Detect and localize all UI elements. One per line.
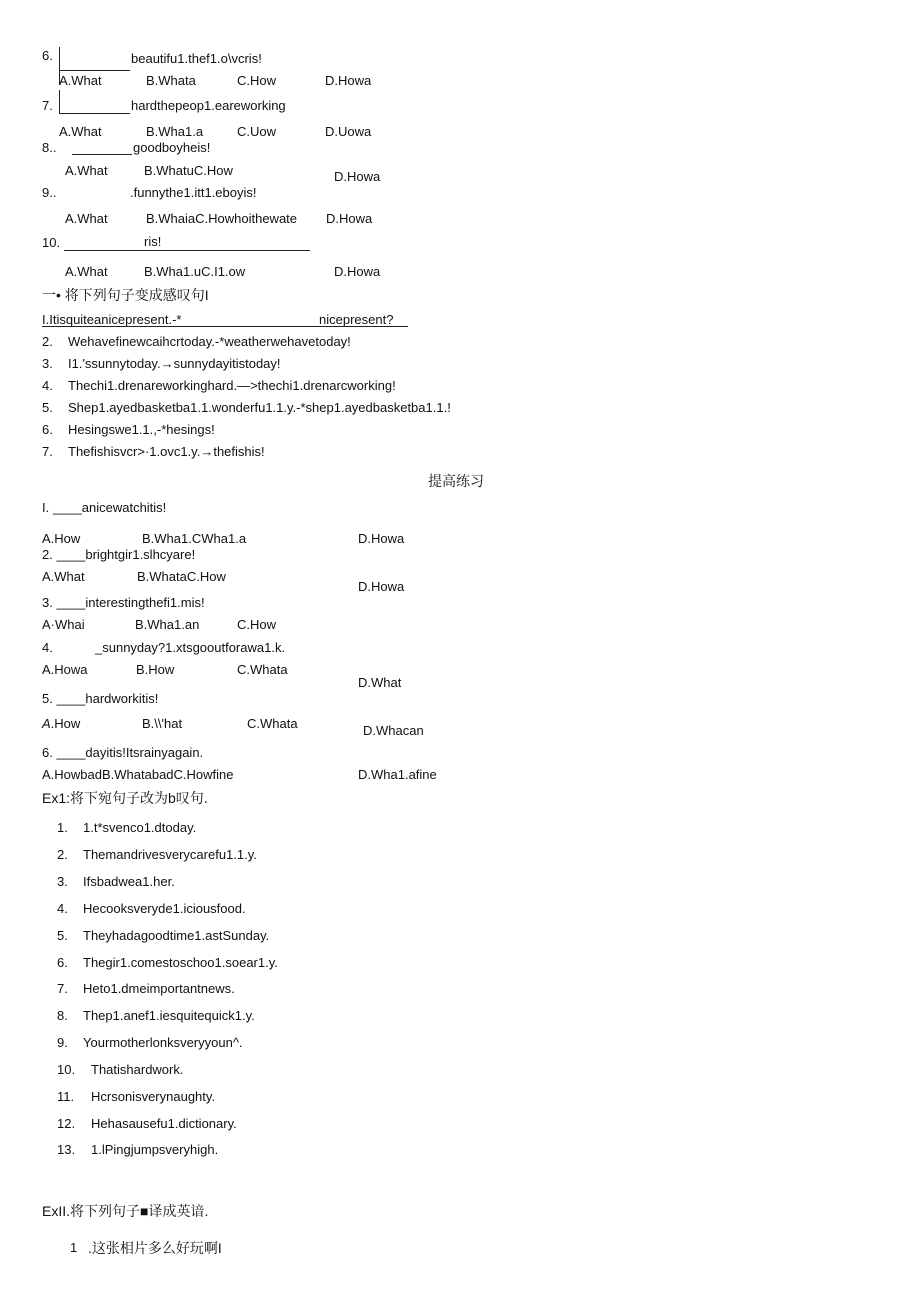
ex1-item11-number: 11. <box>57 1089 75 1104</box>
section1-title: 一• 将下列句子变成感叹句I <box>42 287 209 303</box>
ex1-item4-text: Hecooksveryde1.iciousfood. <box>83 901 246 916</box>
practice5-option-a <box>42 716 80 732</box>
practice5-option-c: C.Whata <box>247 716 298 731</box>
practice5-option-b: B.\\'hat <box>142 716 183 731</box>
practice1-option-a: A.How <box>42 531 81 546</box>
ex1-item2-text: Themandrivesverycarefu1.1.y. <box>83 847 257 862</box>
practice4-option-c: C.Whata <box>237 662 288 677</box>
practice1-question: I. ____anicewatchitis! <box>42 500 167 515</box>
q6-text: beautifu1.thef1.o\vcris! <box>131 51 262 66</box>
ex2-item1-text: .这张相片多么好玩啊I <box>88 1240 222 1256</box>
section1-item7-number: 7. <box>42 444 53 459</box>
q10-number: 10. <box>42 235 61 250</box>
practice1-option-d: D.Howa <box>358 531 405 546</box>
ex1-item9-text: Yourmotherlonksveryyoun^. <box>83 1035 243 1050</box>
section1-item6-text: Hesingswe1.1.,-*hesings! <box>68 422 215 437</box>
practice1-option-bc: B.Wha1.CWha1.a <box>142 531 247 546</box>
q6-option-a: A.What <box>59 73 102 88</box>
practice4-option-d: D.What <box>358 675 402 690</box>
q7-option-c: C.Uow <box>237 124 277 139</box>
practice3-question: 3. ____interestingthefi1.mis! <box>42 595 205 610</box>
q10-option-d: D.Howa <box>334 264 381 279</box>
practice4-number: 4. <box>42 640 53 655</box>
q6-option-d: D.Howa <box>325 73 372 88</box>
practice6-option-abc: A.HowbadB.WhatabadC.Howfine <box>42 767 234 782</box>
section1-item3-text: I1.'ssunnytoday.→sunnydayitistoday! <box>68 356 281 371</box>
q8-option-bc: B.WhatuC.How <box>144 163 233 178</box>
q8-option-d: D.Howa <box>334 169 381 184</box>
q9-option-bc: B.WhaiaC.Howhoithewate <box>146 211 298 226</box>
q7-blank <box>60 113 130 114</box>
ex1-item1-number: 1. <box>57 820 68 835</box>
ex1-item3-text: Ifsbadwea1.her. <box>83 874 175 889</box>
section1-item1-answer: nicepresent? <box>319 312 394 327</box>
section1-item1-prompt: I.Itisquiteanicepresent.-* <box>42 312 182 327</box>
q6-option-c: C.How <box>237 73 277 88</box>
q7-number: 7. <box>42 98 53 113</box>
q7-bracket-line <box>59 90 60 114</box>
ex1-item7-text: Heto1.dmeimportantnews. <box>83 981 235 996</box>
q9-option-d: D.Howa <box>326 211 373 226</box>
ex2-title: ExII.将下列句子■译成英谙. <box>42 1203 209 1219</box>
ex1-item3-number: 3. <box>57 874 68 889</box>
section1-item5-text: Shep1.ayedbasketba1.1.wonderfu1.1.y.-*shep1.ayedbasketba1.1.! <box>68 400 451 415</box>
q8-blank <box>72 154 132 155</box>
practice5-question: 5. ____hardworkitis! <box>42 691 159 706</box>
practice2-option-bc: B.WhataC.How <box>137 569 226 584</box>
ex1-item4-number: 4. <box>57 901 68 916</box>
q8-option-a: A.What <box>65 163 108 178</box>
section1-item2-text: Wehavefinewcaihcrtoday.-*weatherwehavetoday! <box>68 334 351 349</box>
ex1-item8-number: 8. <box>57 1008 68 1023</box>
ex1-item10-text: Thatishardwork. <box>91 1062 184 1077</box>
ex1-item11-text: Hcrsonisverynaughty. <box>91 1089 216 1104</box>
ex1-title: Ex1:将下宛句子改为b叹句. <box>42 790 208 806</box>
section2-title: 提高练习 <box>428 473 484 489</box>
practice2-option-a: A.What <box>42 569 85 584</box>
q7-text: hardthepeop1.eareworking <box>131 98 286 113</box>
q10-option-a: A.What <box>65 264 108 279</box>
ex1-item12-number: 12. <box>57 1116 76 1131</box>
section1-item4-number: 4. <box>42 378 53 393</box>
practice3-option-c: C.How <box>237 617 277 632</box>
practice5-option-a-text: .How <box>50 716 81 731</box>
practice5-option-a-letter: A <box>42 716 51 731</box>
section1-item4-text: Thechi1.drenareworkinghard.—>thechi1.drenarcworking! <box>68 378 396 393</box>
practice4-option-b: B.How <box>136 662 175 677</box>
q10-text: ris! <box>144 234 162 249</box>
q6-number: 6. <box>42 48 53 63</box>
q7-option-d: D.Uowa <box>325 124 372 139</box>
section1-item3-number: 3. <box>42 356 53 371</box>
practice6-question: 6. ____dayitis!Itsrainyagain. <box>42 745 204 760</box>
q6-blank <box>60 70 130 71</box>
practice2-option-d: D.Howa <box>358 579 405 594</box>
ex1-item6-number: 6. <box>57 955 68 970</box>
section1-item1-underline <box>42 326 408 327</box>
ex1-item12-text: Hehasausefu1.dictionary. <box>91 1116 237 1131</box>
q6-option-b: B.Whata <box>146 73 196 88</box>
section1-item6-number: 6. <box>42 422 53 437</box>
q8-number: 8.. <box>42 140 57 155</box>
ex2-item1-number: 1 <box>70 1240 78 1255</box>
practice5-option-d: D.Whacan <box>363 723 424 738</box>
q9-number: 9.. <box>42 185 57 200</box>
ex1-item5-text: Theyhadagoodtime1.astSunday. <box>83 928 270 943</box>
ex1-item7-number: 7. <box>57 981 68 996</box>
section1-item7-text: Thefishisvcr>·1.ovc1.y.→thefishis! <box>68 444 265 459</box>
practice3-option-a: A·Whai <box>42 617 85 632</box>
q7-option-a: A.What <box>59 124 102 139</box>
q9-text: .funnythe1.itt1.eboyis! <box>130 185 257 200</box>
ex1-item6-text: Thegir1.comestoschoo1.soear1.y. <box>83 955 278 970</box>
section1-item2-number: 2. <box>42 334 53 349</box>
q9-option-a: A.What <box>65 211 108 226</box>
q7-option-b: B.Wha1.a <box>146 124 204 139</box>
q10-blank <box>64 250 310 251</box>
ex1-item2-number: 2. <box>57 847 68 862</box>
ex1-item5-number: 5. <box>57 928 68 943</box>
practice4-option-a: A.Howa <box>42 662 88 677</box>
q10-option-bc: B.Wha1.uC.I1.ow <box>144 264 246 279</box>
ex1-item13-text: 1.lPingjumpsveryhigh. <box>91 1142 219 1157</box>
ex1-item9-number: 9. <box>57 1035 68 1050</box>
ex1-item10-number: 10. <box>57 1062 76 1077</box>
practice4-question: _sunnyday?1.xtsgooutforawa1.k. <box>95 640 286 655</box>
q8-text: goodboyheis! <box>133 140 211 155</box>
ex1-item1-text: 1.t*svenco1.dtoday. <box>83 820 197 835</box>
section1-item5-number: 5. <box>42 400 53 415</box>
practice6-option-d: D.Wha1.afine <box>358 767 437 782</box>
ex1-item13-number: 13. <box>57 1142 76 1157</box>
ex1-item8-text: Thep1.anef1.iesquitequick1.y. <box>83 1008 255 1023</box>
practice2-question: 2. ____brightgir1.slhcyare! <box>42 547 196 562</box>
practice3-option-b: B.Wha1.an <box>135 617 200 632</box>
